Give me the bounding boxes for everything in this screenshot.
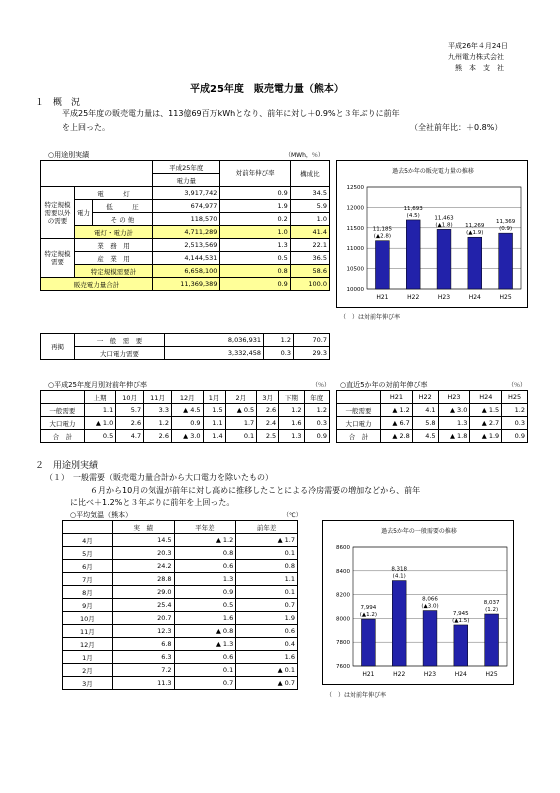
fiveyear-table — [336, 390, 528, 443]
growth-label: (0.9) — [499, 226, 513, 233]
row-label: 12月 — [63, 638, 113, 651]
table-cell: 24.2 — [112, 560, 174, 573]
table-row — [63, 534, 298, 547]
row-amount: 2,513,569 — [152, 239, 220, 252]
row-label: 大口電力 — [337, 417, 381, 430]
row-share: 41.4 — [290, 226, 329, 239]
column-header: 前年差 — [236, 521, 298, 534]
table-row — [63, 573, 298, 586]
row-label: 一般需要 — [41, 404, 85, 417]
row-share: 36.5 — [290, 252, 329, 265]
row-yoy: 1.0 — [220, 226, 290, 239]
table-cell: 1.4 — [203, 430, 225, 443]
table-cell: 5.8 — [412, 417, 438, 430]
corner-cell — [337, 391, 381, 404]
group-power: 電力 — [75, 200, 93, 226]
x-tick-label: H21 — [376, 294, 389, 301]
column-header: H22 — [412, 391, 438, 404]
row-share: 100.0 — [290, 278, 329, 291]
row-label: 9月 — [63, 599, 113, 612]
x-tick-label: H24 — [468, 294, 481, 301]
table-cell: 0.7 — [236, 599, 298, 612]
data-label: 7,945 — [452, 610, 469, 617]
table-cell: 0.1 — [174, 664, 236, 677]
row-label: 合 計 — [41, 430, 85, 443]
general-demand-chart-svg — [323, 521, 515, 686]
usage-table-caption: ○用途別実績 — [48, 151, 90, 159]
table-cell: ▲ 0.8 — [174, 625, 236, 638]
table-row — [63, 599, 298, 612]
table-cell: 1.1 — [236, 573, 298, 586]
row-label: 7月 — [63, 573, 113, 586]
row-label: 業 務 用 — [75, 239, 153, 252]
table-cell: ▲ 1.2 — [381, 404, 413, 417]
group-large: 特定規模需要 — [41, 239, 75, 278]
table-row — [41, 404, 330, 417]
row-amount: 8,036,931 — [165, 334, 264, 347]
table-cell: 6.8 — [112, 638, 174, 651]
temperature-table-unit: （℃） — [283, 512, 302, 519]
growth-label: (▲1.9) — [466, 230, 484, 237]
row-label: 5月 — [63, 547, 113, 560]
table-cell: 6.3 — [112, 651, 174, 664]
y-tick-label: 8200 — [336, 592, 350, 599]
row-share: 58.6 — [290, 265, 329, 278]
table-cell: ▲ 3.0 — [438, 404, 470, 417]
data-label: 11,369 — [495, 219, 516, 226]
fiveyear-table-unit: （％） — [508, 382, 527, 389]
row-amount: 674,977 — [152, 200, 220, 213]
table-cell: 4.7 — [116, 430, 144, 443]
row-label: 6月 — [63, 560, 113, 573]
column-header: 2月 — [225, 391, 257, 404]
y-tick-label: 7800 — [336, 640, 350, 647]
col-share: 構成比 — [290, 161, 329, 187]
bar — [375, 241, 389, 289]
data-label: 8,066 — [422, 596, 438, 603]
bar — [406, 220, 420, 289]
growth-label: (▲1.8) — [435, 222, 453, 229]
table-cell: ▲ 1.9 — [470, 430, 502, 443]
table-cell: 0.5 — [174, 599, 236, 612]
table-cell: 3.3 — [144, 404, 172, 417]
data-label: 11,185 — [372, 226, 393, 233]
bar — [361, 619, 375, 666]
x-tick-label: H25 — [485, 671, 498, 678]
data-label: 7,994 — [360, 605, 377, 612]
table-cell: 2.4 — [257, 417, 279, 430]
growth-label: (▲3.0) — [421, 603, 439, 610]
y-tick-label: 11000 — [346, 246, 364, 253]
row-share: 34.5 — [290, 187, 329, 200]
y-tick-label: 12000 — [346, 205, 364, 212]
table-cell: 1.6 — [236, 651, 298, 664]
row-label: 1月 — [63, 651, 113, 664]
table-row — [63, 651, 298, 664]
table-cell: ▲ 0.1 — [236, 664, 298, 677]
table-cell: 0.8 — [236, 560, 298, 573]
table-cell: 1.6 — [279, 417, 304, 430]
x-tick-label: H25 — [499, 294, 512, 301]
monthly-table-unit: （％） — [312, 382, 331, 389]
section1-heading: １ 概 況 — [35, 98, 81, 108]
column-header: 下期 — [279, 391, 304, 404]
table-row — [41, 347, 330, 360]
table-cell: ▲ 1.0 — [84, 417, 116, 430]
col-amount: 電力量 — [152, 174, 220, 187]
table-cell: 1.2 — [279, 404, 304, 417]
column-header: 上期 — [84, 391, 116, 404]
usage-subtable — [40, 333, 330, 360]
bar — [454, 625, 468, 666]
page-title: 平成25年度 販売電力量（熊本） — [190, 84, 344, 95]
table-row — [63, 638, 298, 651]
table-row — [63, 625, 298, 638]
row-label: 電 灯 — [75, 187, 153, 200]
data-label: 11,269 — [465, 223, 485, 230]
table-cell: 0.6 — [174, 651, 236, 664]
bar — [499, 233, 513, 289]
row-label: 産 業 用 — [75, 252, 153, 265]
column-header: 1月 — [203, 391, 225, 404]
growth-label: (▲1.5) — [452, 617, 470, 624]
section1-body-line1: 平成25年度の販売電力量は、113億69百万kWhとなり、前年に対し＋0.9%と３年ぶりに前年 — [62, 109, 400, 118]
branch-name: 熊 本 支 社 — [455, 64, 504, 72]
table-cell: 0.1 — [236, 547, 298, 560]
table-cell: 1.5 — [203, 404, 225, 417]
row-amount: 3,917,742 — [152, 187, 220, 200]
general-demand-chart — [322, 520, 514, 685]
table-cell: 1.2 — [304, 404, 329, 417]
row-amount: 6,658,100 — [152, 265, 220, 278]
table-row — [41, 252, 330, 265]
table-cell: ▲ 1.3 — [174, 638, 236, 651]
table-row — [63, 677, 298, 690]
table-row — [41, 430, 330, 443]
row-amount: 11,369,389 — [152, 278, 220, 291]
table-cell: 4.5 — [412, 430, 438, 443]
chart-title: 過去5か年の一般需要の推移 — [381, 528, 457, 535]
bar — [423, 611, 437, 666]
row-label: 2月 — [63, 664, 113, 677]
table-cell: 0.9 — [304, 430, 329, 443]
row-label: 一 般 需 要 — [75, 334, 165, 347]
y-tick-label: 10500 — [346, 266, 364, 273]
data-label: 8,318 — [391, 566, 408, 573]
data-label: 8,037 — [483, 599, 500, 606]
table-cell: 1.2 — [144, 417, 172, 430]
section1-note: （全社前年比：＋0.8%） — [410, 123, 503, 132]
table-cell: 14.5 — [112, 534, 174, 547]
table-cell: 20.3 — [112, 547, 174, 560]
table-cell: 0.4 — [236, 638, 298, 651]
group-nonlarge: 特定規模需要以外の需要 — [41, 187, 75, 239]
column-header: H21 — [381, 391, 413, 404]
table-cell: 1.3 — [174, 573, 236, 586]
table-cell: 2.6 — [257, 404, 279, 417]
row-share: 22.1 — [290, 239, 329, 252]
table-row — [41, 200, 330, 213]
table-cell: 0.6 — [174, 560, 236, 573]
column-header: 10月 — [116, 391, 144, 404]
table-cell: 0.5 — [84, 430, 116, 443]
row-label: 合 計 — [337, 430, 381, 443]
header-row — [63, 521, 298, 534]
table-cell: ▲ 2.7 — [470, 417, 502, 430]
table-cell: 0.3 — [304, 417, 329, 430]
usage-table-unit: （MWh，％） — [285, 152, 324, 159]
data-label: 11,463 — [434, 215, 454, 222]
table-cell: ▲ 6.7 — [381, 417, 413, 430]
table-cell: 1.6 — [174, 612, 236, 625]
row-label: 販売電力量合計 — [41, 278, 153, 291]
table-cell: ▲ 4.5 — [172, 404, 204, 417]
y-tick-label: 8400 — [336, 568, 350, 575]
table-cell: 1.3 — [438, 417, 470, 430]
row-label: 一般需要 — [337, 404, 381, 417]
growth-label: (1.2) — [485, 606, 499, 613]
col-yoy: 対前年伸び率 — [220, 161, 290, 187]
sales-chart-svg — [337, 161, 529, 309]
table-row — [41, 226, 330, 239]
table-row — [41, 265, 330, 278]
table-cell: ▲ 3.0 — [172, 430, 204, 443]
row-label: 3月 — [63, 677, 113, 690]
row-label: 10月 — [63, 612, 113, 625]
row-yoy: 1.2 — [264, 334, 294, 347]
x-tick-label: H22 — [407, 294, 420, 301]
table-cell: 1.7 — [225, 417, 257, 430]
usage-table — [40, 160, 330, 291]
header-row — [337, 391, 528, 404]
section2-body-line1: ６月から10月の気温が前年に対し高めに推移したことによる冷房需要の増加などから、前年 — [90, 486, 421, 495]
row-yoy: 0.8 — [220, 265, 290, 278]
table-row — [41, 239, 330, 252]
table-cell: 4.1 — [412, 404, 438, 417]
y-tick-label: 7600 — [336, 664, 350, 670]
chart-title: 過去5か年の販売電力量の推移 — [392, 168, 474, 175]
section1-body-line2: を上回った。 — [62, 123, 110, 132]
row-yoy: 0.3 — [264, 347, 294, 360]
row-label: 電灯・電力計 — [75, 226, 153, 239]
column-header: 11月 — [144, 391, 172, 404]
sales-chart — [336, 160, 528, 308]
table-cell: 0.9 — [172, 417, 204, 430]
table-cell: 2.6 — [144, 430, 172, 443]
table-cell: 1.2 — [502, 404, 528, 417]
column-header: 年度 — [304, 391, 329, 404]
column-header: 実 績 — [112, 521, 174, 534]
table-cell: ▲ 1.8 — [438, 430, 470, 443]
bar — [468, 237, 482, 289]
table-cell: 11.3 — [112, 677, 174, 690]
table-cell: 5.7 — [116, 404, 144, 417]
row-label: 大口電力需要 — [75, 347, 165, 360]
row-yoy: 1.3 — [220, 239, 290, 252]
table-cell: 1.9 — [236, 612, 298, 625]
row-label: 大口電力 — [41, 417, 85, 430]
x-tick-label: H23 — [423, 671, 437, 678]
sales-chart-note: （ ）は対前年伸び率 — [340, 314, 401, 321]
table-cell: 0.7 — [174, 677, 236, 690]
monthly-table — [40, 390, 330, 443]
column-header: H24 — [470, 391, 502, 404]
row-amount: 3,332,458 — [165, 347, 264, 360]
table-cell: 0.9 — [502, 430, 528, 443]
table-cell: ▲ 0.5 — [225, 404, 257, 417]
temperature-table — [62, 520, 298, 690]
row-yoy: 0.9 — [220, 278, 290, 291]
row-amount: 4,711,289 — [152, 226, 220, 239]
column-header: H23 — [438, 391, 470, 404]
y-tick-label: 11500 — [346, 225, 364, 232]
company-name: 九州電力株式会社 — [448, 53, 504, 61]
table-cell: 1.3 — [279, 430, 304, 443]
row-label: 4月 — [63, 534, 113, 547]
row-label: そ の 他 — [93, 213, 153, 226]
general-demand-chart-note: （ ）は対前年伸び率 — [326, 692, 387, 699]
growth-label: (4.5) — [406, 212, 420, 219]
row-amount: 4,144,531 — [152, 252, 220, 265]
growth-label: (4.1) — [392, 573, 406, 580]
column-header: 12月 — [172, 391, 204, 404]
header-row — [41, 391, 330, 404]
table-row — [41, 187, 330, 200]
bar — [485, 614, 499, 666]
column-header: H25 — [502, 391, 528, 404]
table-cell: ▲ 1.7 — [236, 534, 298, 547]
table-cell: 1.1 — [203, 417, 225, 430]
table-cell: 0.1 — [236, 586, 298, 599]
y-tick-label: 8000 — [336, 616, 350, 623]
table-cell: 0.8 — [174, 547, 236, 560]
table-cell: 7.2 — [112, 664, 174, 677]
monthly-table-caption: ○平成25年度月別対前年伸び率 — [48, 381, 148, 389]
row-yoy: 0.9 — [220, 187, 290, 200]
fiveyear-table-caption: ○直近5か年の対前年伸び率 — [340, 381, 428, 389]
table-cell: 20.7 — [112, 612, 174, 625]
table-row — [63, 560, 298, 573]
y-tick-label: 10000 — [346, 287, 364, 293]
row-label: 8月 — [63, 586, 113, 599]
corner-cell — [63, 521, 113, 534]
column-header: 平年差 — [174, 521, 236, 534]
row-yoy: 0.2 — [220, 213, 290, 226]
section2-subheading: （１） 一般需要（販売電力量合計から大口電力を除いたもの） — [45, 473, 273, 482]
corner-cell — [41, 391, 85, 404]
table-cell: ▲ 0.7 — [236, 677, 298, 690]
table-row — [41, 417, 330, 430]
table-row — [63, 664, 298, 677]
data-label: 11,693 — [403, 205, 423, 212]
row-label: 低 圧 — [93, 200, 153, 213]
row-label: 特定規模需要計 — [75, 265, 153, 278]
bar — [437, 229, 451, 289]
table-row — [63, 586, 298, 599]
row-share: 70.7 — [294, 334, 330, 347]
table-cell: 29.0 — [112, 586, 174, 599]
x-tick-label: H23 — [437, 294, 451, 301]
col-year: 平成25年度 — [152, 161, 220, 174]
table-cell: 2.5 — [257, 430, 279, 443]
x-tick-label: H21 — [362, 671, 375, 678]
x-tick-label: H24 — [454, 671, 467, 678]
row-yoy: 1.9 — [220, 200, 290, 213]
row-share: 5.9 — [290, 200, 329, 213]
table-row — [337, 417, 528, 430]
table-row — [337, 430, 528, 443]
section2-heading: ２ 用途別実績 — [35, 461, 99, 471]
table-cell: ▲ 2.8 — [381, 430, 413, 443]
growth-label: (▲1.2) — [359, 612, 378, 619]
table-row — [63, 547, 298, 560]
table-row — [63, 612, 298, 625]
bar — [392, 581, 406, 666]
y-tick-label: 8600 — [336, 545, 350, 551]
table-cell: 0.9 — [174, 586, 236, 599]
table-cell: 0.6 — [236, 625, 298, 638]
row-yoy: 0.5 — [220, 252, 290, 265]
table-cell: 12.3 — [112, 625, 174, 638]
table-cell: 2.6 — [116, 417, 144, 430]
table-row — [337, 404, 528, 417]
table-row — [41, 278, 330, 291]
temperature-table-caption: ○平均気温（熊本） — [70, 511, 133, 519]
table-cell: 28.8 — [112, 573, 174, 586]
y-tick-label: 12500 — [346, 185, 364, 191]
section2-body-line2: に比べ＋1.2%と３年ぶりに前年を上回った。 — [70, 498, 235, 507]
row-share: 29.3 — [294, 347, 330, 360]
table-cell: ▲ 1.2 — [174, 534, 236, 547]
row-label: 11月 — [63, 625, 113, 638]
table-cell: 25.4 — [112, 599, 174, 612]
row-amount: 118,570 — [152, 213, 220, 226]
row-share: 1.0 — [290, 213, 329, 226]
x-tick-label: H22 — [393, 671, 406, 678]
table-cell: ▲ 1.5 — [470, 404, 502, 417]
column-header: 3月 — [257, 391, 279, 404]
table-row — [41, 334, 330, 347]
growth-label: (▲2.8) — [373, 233, 392, 240]
report-date: 平成26年４月24日 — [448, 42, 508, 50]
table-cell: 1.1 — [84, 404, 116, 417]
table-cell: 0.1 — [225, 430, 257, 443]
table-cell: 0.3 — [502, 417, 528, 430]
group-sub: 再掲 — [41, 334, 75, 360]
